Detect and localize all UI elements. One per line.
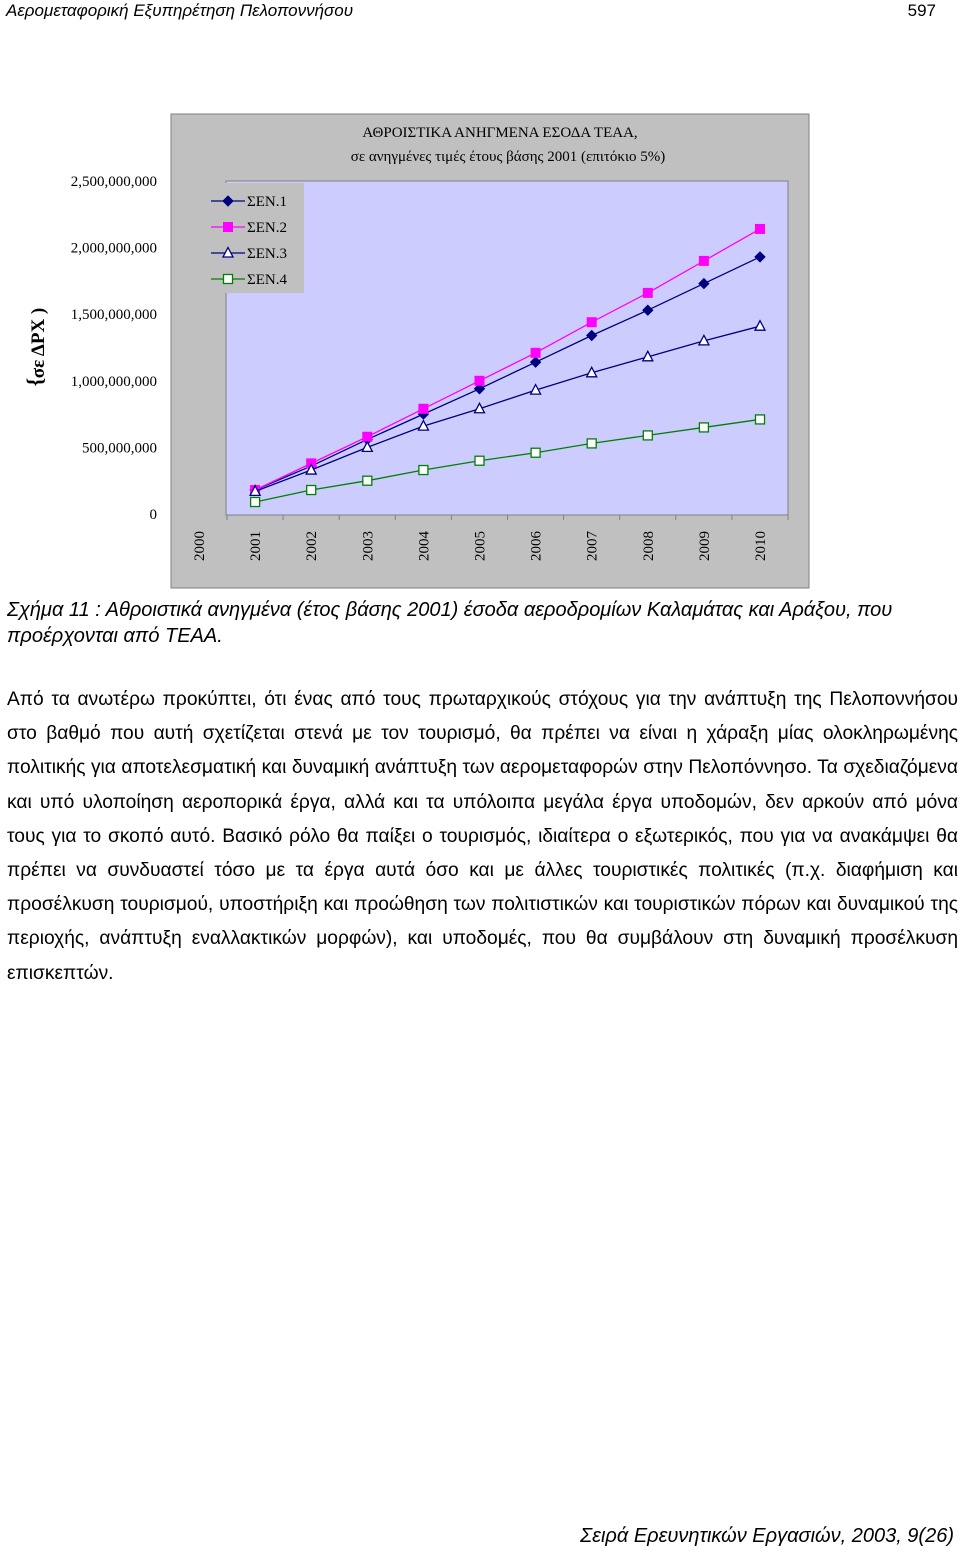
body-line: ο εξωτερικός, που για να ανακάμψει θα πρέπει να συνδυαστεί τόσο με τα έργα αυτά όσο <box>7 825 958 882</box>
y-tick-label: 2,500,000,000 <box>70 174 157 190</box>
legend-label: ΣΕΝ.1 <box>247 194 287 210</box>
body-paragraph <box>7 683 958 991</box>
x-tick-label: 2006 <box>528 531 545 561</box>
legend-label: ΣΕΝ.2 <box>247 220 287 236</box>
body-line: υλοποίηση αεροπορικά έργα, αλλά και τα υπόλοιπα μεγάλα έργα υποδομών, δεν <box>82 791 803 813</box>
x-tick-label: 2004 <box>416 531 433 561</box>
x-tick-label: 2000 <box>192 531 208 561</box>
body-line: δυναμική ανάπτυξη των αερομεταφορών στην Πελοπόννησο. Τα σχεδιαζόμενα και υπό <box>7 757 958 813</box>
legend-marker <box>224 275 233 284</box>
y-axis-label-text: σε ΔΡΧ ) <box>28 307 49 379</box>
x-tick-label: 2008 <box>640 531 657 561</box>
page-number: 597 <box>907 1 936 20</box>
data-point <box>699 423 708 432</box>
x-tick-label: 2007 <box>584 531 601 561</box>
y-axis-label <box>28 308 49 378</box>
body-line: αρκούν από μόνα τους για το σκοπό αυτό. Βασικό ρόλο θα παίξει ο τουρισμός, ιδιαίτερα <box>7 791 959 847</box>
body-line: περιοχής, ανάπτυξη εναλλακτικών μορφών), και υποδομές, που θα συμβάλουν στη <box>7 928 764 950</box>
y-axis-bracket-text: { <box>22 377 47 387</box>
data-point <box>643 288 652 297</box>
data-point <box>307 486 316 495</box>
x-tick-label: 2001 <box>248 531 265 561</box>
y-tick-label: 1,000,000,000 <box>70 373 157 390</box>
body-line: δυναμική προσέλκυση επισκεπτών. <box>7 928 958 984</box>
data-point <box>419 404 428 413</box>
data-point <box>475 456 484 465</box>
body-line: υποστήριξη και προώθηση των πολιτιστικών και τουριστικών πόρων και δυναμικού της <box>219 894 958 916</box>
body-line: και με άλλες τουριστικές πολιτικές (π.χ. διαφήμιση και προσέλκυση τουρισμού, <box>7 860 959 916</box>
data-point <box>756 224 765 233</box>
data-point <box>643 431 652 440</box>
y-tick-label: 0 <box>149 507 157 523</box>
y-tick-label: 1,500,000,000 <box>70 307 157 324</box>
revenue-line-chart <box>0 100 960 595</box>
figure-caption: Σχήμα 11 : Αθροιστικά ανηγμένα (έτος βάσης 2001) έσοδα αεροδρομίων Καλαμάτας και Αράξου, που προέρχονται από ΤΕΑΑ. <box>7 599 893 647</box>
running-header-title: Αερομεταφορική Εξυπηρέτηση Πελοποννήσου <box>6 1 354 20</box>
body-line: ανάπτυξη της Πελοποννήσου στο βαθμό που αυτή σχετίζεται στενά με τον τουρισμό, θα <box>7 689 958 745</box>
legend-marker <box>224 223 233 232</box>
chart-title: ΑΘΡΟΙΣΤΙΚΑ ΑΝΗΓΜΕΝΑ ΕΣΟΔΑ ΤΕΑΑ, <box>362 125 638 141</box>
data-point <box>587 439 596 448</box>
legend-label: ΣΕΝ.3 <box>247 246 287 262</box>
chart-subtitle: σε ανηγμένες τιμές έτους βάσης 2001 (επιτόκιο 5%) <box>350 149 666 165</box>
legend-label: ΣΕΝ.4 <box>247 272 287 288</box>
data-point <box>531 448 540 457</box>
x-tick-label: 2002 <box>304 531 321 561</box>
data-point <box>699 256 708 265</box>
body-line: πρέπει να είναι η χάραξη μίας ολοκληρωμένης πολιτικής για αποτελεσματική και <box>7 723 958 779</box>
data-point <box>475 376 484 385</box>
running-footer: Σειρά Ερευνητικών Εργασιών, 2003, 9(26) <box>580 1525 954 1547</box>
data-point <box>531 348 540 357</box>
legend <box>196 183 304 293</box>
data-point <box>419 466 428 475</box>
x-tick-label: 2009 <box>696 531 713 561</box>
data-point <box>251 498 260 507</box>
data-point <box>363 476 372 485</box>
x-tick-label: 2005 <box>472 531 489 561</box>
y-axis-ticks <box>71 174 157 523</box>
x-tick-label: 2003 <box>360 531 377 561</box>
data-point <box>363 432 372 441</box>
y-tick-label: 2,000,000,000 <box>70 240 157 257</box>
y-tick-label: 500,000,000 <box>82 440 157 457</box>
x-tick-label: 2010 <box>753 531 769 561</box>
data-point <box>756 415 765 424</box>
body-line: Από τα ανωτέρω προκύπτει, ότι ένας από τους πρωταρχικούς στόχους για την <box>7 689 705 710</box>
data-point <box>587 318 596 327</box>
y-axis-bracket <box>22 378 47 387</box>
